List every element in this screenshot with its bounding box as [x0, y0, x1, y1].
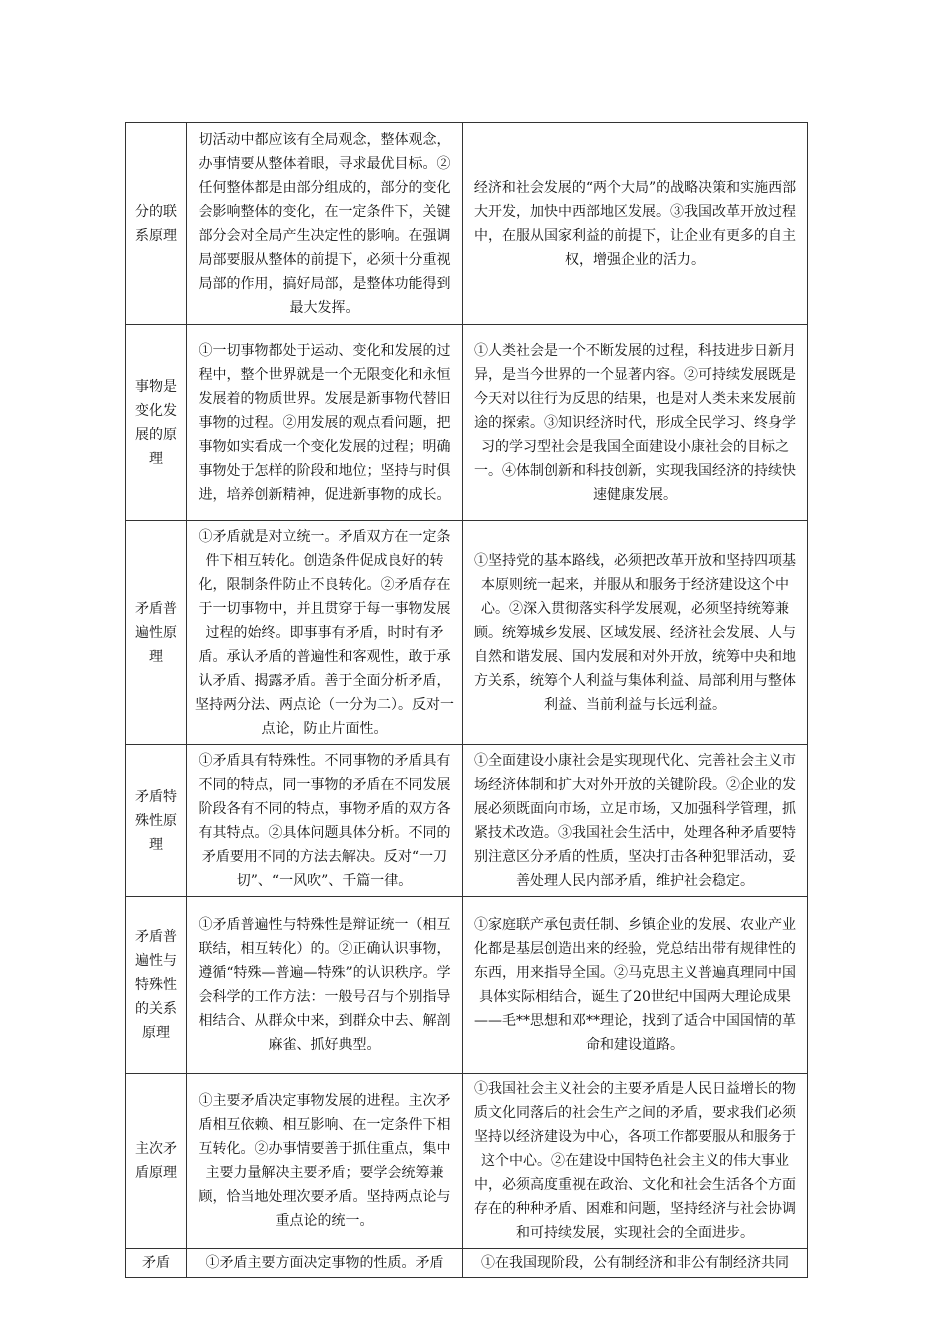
table-row	[126, 325, 808, 521]
principle-content-cell: ①矛盾就是对立统一。矛盾双方在一定条件下相互转化。创造条件促成良好的转化，限制条件防止不良转化。②矛盾存在于一切事物中，并且贯穿于每一事物发展过程的始终。即事事有矛盾，时时有矛盾。承认矛盾的普遍性和客观性，敢于承认矛盾、揭露矛盾。善于全面分析矛盾，坚持两分法、两点论（一分为二）。反对一点论，防止片面性。	[187, 521, 463, 745]
table-row	[126, 1074, 808, 1249]
principle-name-cell: 矛盾特殊性原理	[126, 745, 187, 897]
principle-content-cell: ①矛盾普遍性与特殊性是辩证统一（相互联结，相互转化）的。②正确认识事物，遵循“特殊—普遍—特殊”的认识秩序。学会科学的工作方法：一般号召与个别指导相结合、从群众中来，到群众中去、解剖麻雀、抓好典型。	[187, 897, 463, 1074]
principles-table	[125, 122, 808, 1278]
cell-text: ①矛盾主要方面决定事物的性质。矛盾	[205, 1255, 444, 1271]
principle-content-cell: ①主要矛盾决定事物发展的进程。主次矛盾相互依赖、相互影响、在一定条件下相互转化。②办事情要善于抓住重点，集中主要力量解决主要矛盾；要学会统筹兼顾，恰当地处理次要矛盾。坚持两点论与重点论的统一。	[187, 1074, 463, 1249]
principle-name-cell: 事物是变化发展的原理	[126, 325, 187, 521]
principle-example-cell: ①坚持党的基本路线，必须把改革开放和坚持四项基本原则统一起来，并服从和服务于经济建设这个中心。②深入贯彻落实科学发展观，必须坚持统筹兼顾。统筹城乡发展、区域发展、经济社会发展、人与自然和谐发展、国内发展和对外开放，统筹中央和地方关系，统筹个人利益与集体利益、局部利用与整体利益、当前利益与长远利益。	[463, 521, 808, 745]
principle-content-cell	[187, 1249, 463, 1278]
principle-example-cell: ①家庭联产承包责任制、乡镇企业的发展、农业产业化都是基层创造出来的经验，党总结出带有规律性的东西，用来指导全国。②马克思主义普遍真理同中国具体实际相结合，诞生了20世纪中国两大理论成果——毛**思想和邓**理论，找到了适合中国国情的革命和建设道路。	[463, 897, 808, 1074]
principle-content-cell: ①一切事物都处于运动、变化和发展的过程中，整个世界就是一个无限变化和永恒发展着的物质世界。发展是新事物代替旧事物的过程。②用发展的观点看问题，把事物如实看成一个变化发展的过程；明确事物处于怎样的阶段和地位；坚持与时俱进，培养创新精神，促进新事物的成长。	[187, 325, 463, 521]
table-row	[126, 1249, 808, 1278]
principle-example-cell	[463, 1249, 808, 1278]
principle-name-cell: 矛盾普遍性原理	[126, 521, 187, 745]
table-row	[126, 123, 808, 325]
principle-name-cell: 矛盾普遍性与特殊性的关系原理	[126, 897, 187, 1074]
table-row	[126, 745, 808, 897]
principle-example-cell: ①全面建设小康社会是实现现代化、完善社会主义市场经济体制和扩大对外开放的关键阶段。②企业的发展必须既面向市场，立足市场，又加强科学管理，抓紧技术改造。③我国社会生活中，处理各种矛盾要特别注意区分矛盾的性质，坚决打击各种犯罪活动，妥善处理人民内部矛盾，维护社会稳定。	[463, 745, 808, 897]
principle-content-cell: ①矛盾具有特殊性。不同事物的矛盾具有不同的特点，同一事物的矛盾在不同发展阶段各有不同的特点，事物矛盾的双方各有其特点。②具体问题具体分析。不同的矛盾要用不同的方法去解决。反对“一刀切”、“一风吹”、千篇一律。	[187, 745, 463, 897]
table-row	[126, 897, 808, 1074]
principle-name-cell: 分的联系原理	[126, 123, 187, 325]
principle-example-cell: ①人类社会是一个不断发展的过程，科技进步日新月异，是当今世界的一个显著内容。②可持续发展既是今天对以往行为反思的结果，也是对人类未来发展前途的探索。③知识经济时代，形成全民学习、终身学习的学习型社会是我国全面建设小康社会的目标之一。④体制创新和科技创新，实现我国经济的持续快速健康发展。	[463, 325, 808, 521]
principle-name-cell: 主次矛盾原理	[126, 1074, 187, 1249]
principle-example-cell: ①我国社会主义社会的主要矛盾是人民日益增长的物质文化同落后的社会生产之间的矛盾，要求我们必须坚持以经济建设为中心，各项工作都要服从和服务于这个中心。②在建设中国特色社会主义的伟大事业中，必须高度重视在政治、文化和社会生活各个方面存在的种种矛盾、困难和问题，坚持经济与社会协调和可持续发展，实现社会的全面进步。	[463, 1074, 808, 1249]
principle-example-cell: 经济和社会发展的“两个大局”的战略决策和实施西部大开发，加快中西部地区发展。③我国改革开放过程中，在服从国家利益的前提下，让企业有更多的自主权，增强企业的活力。	[463, 123, 808, 325]
cell-text: ①在我国现阶段，公有制经济和非公有制经济共同	[481, 1255, 789, 1271]
table-row	[126, 521, 808, 745]
principle-content-cell: 切活动中都应该有全局观念，整体观念，办事情要从整体着眼，寻求最优目标。②任何整体都是由部分组成的，部分的变化会影响整体的变化，在一定条件下，关键部分会对全局产生决定性的影响。在强调局部要服从整体的前提下，必须十分重视局部的作用，搞好局部，是整体功能得到最大发挥。	[187, 123, 463, 325]
cell-text: 矛盾	[142, 1255, 170, 1271]
principle-name-cell	[126, 1249, 187, 1278]
